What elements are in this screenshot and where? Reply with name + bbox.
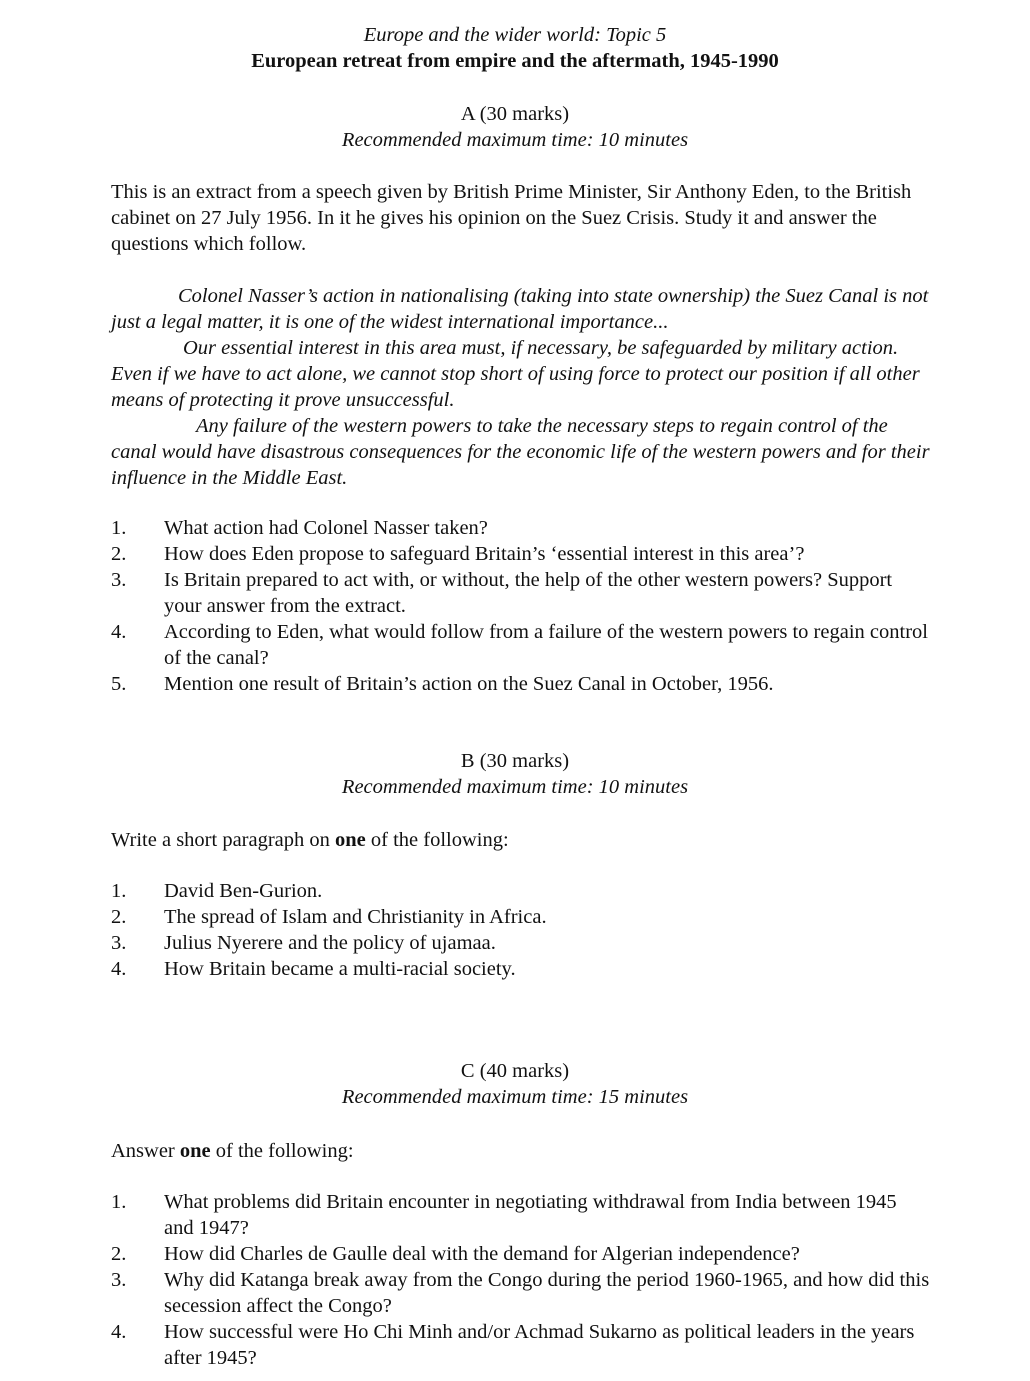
essay-question-item [111, 1267, 931, 1319]
question-number: 2. [111, 1243, 127, 1265]
section-b-items [111, 878, 931, 982]
topic-text: David Ben-Gurion. [164, 880, 323, 902]
question-number: 1. [111, 1191, 127, 1213]
instruction-text: of the following: [210, 1140, 354, 1162]
question-number: 2. [111, 543, 127, 565]
topic-item [111, 904, 931, 930]
extract-paragraph: Any failure of the western powers to take the necessary steps to regain control of the canal would have disastrous consequences for the economic life of the western powers and for their influence in the Middle East. [111, 415, 930, 489]
topic-text: How Britain became a multi-racial society. [164, 958, 516, 980]
question-text: What action had Colonel Nasser taken? [164, 517, 488, 539]
instruction-text: Answer [111, 1140, 180, 1162]
section-c-questions [111, 1189, 931, 1371]
section-a-heading: A (30 marks) [460, 103, 570, 125]
section-a-questions [111, 515, 931, 697]
question-item [111, 619, 931, 671]
topic-number: 2. [111, 906, 127, 928]
section-c-instruction [111, 1138, 931, 1164]
instruction-text: Write a short paragraph on [111, 829, 336, 851]
question-number: 3. [111, 1269, 127, 1291]
question-text: How successful were Ho Chi Minh and/or Achmad Sukarno as political leaders in the years after 1945? [164, 1321, 915, 1369]
question-text: Mention one result of Britain’s action on the Suez Canal in October, 1956. [164, 673, 774, 695]
section-b-instruction [111, 827, 931, 853]
instruction-emphasis: one [335, 829, 366, 851]
question-number: 5. [111, 673, 127, 695]
topic-number: 4. [111, 958, 127, 980]
essay-question-item [111, 1319, 931, 1371]
extract-paragraph: Our essential interest in this area must, if necessary, be safeguarded by military action. Even if we have to act alone, we cannot stop short of using force to protect our position if all other means of protecting it prove unsuccessful. [111, 337, 920, 411]
question-text: Why did Katanga break away from the Congo during the period 1960-1965, and how did this secession affect the Congo? [164, 1269, 930, 1317]
question-item [111, 671, 931, 697]
question-number: 4. [111, 1321, 127, 1343]
question-number: 4. [111, 621, 127, 643]
question-text: According to Eden, what would follow from a failure of the western powers to regain control of the canal? [164, 621, 928, 669]
question-item [111, 541, 931, 567]
section-c-heading: C (40 marks) [460, 1060, 570, 1082]
topic-number: 3. [111, 932, 127, 954]
section-a-time: Recommended maximum time: 10 minutes [341, 129, 689, 151]
topic-number: 1. [111, 880, 127, 902]
topic-item [111, 930, 931, 956]
question-item [111, 567, 931, 619]
topic-item [111, 878, 931, 904]
topic-text: Julius Nyerere and the policy of ujamaa. [164, 932, 496, 954]
topic-text: The spread of Islam and Christianity in Africa. [164, 906, 547, 928]
question-text: How did Charles de Gaulle deal with the demand for Algerian independence? [164, 1243, 800, 1265]
section-b-time: Recommended maximum time: 10 minutes [341, 776, 689, 798]
section-a-intro: This is an extract from a speech given by British Prime Minister, Sir Anthony Eden, to the British cabinet on 27 July 1956. In it he gives his opinion on the Suez Crisis. Study it and answer the questions which follow. [111, 181, 912, 255]
question-item [111, 515, 931, 541]
topic-item [111, 956, 931, 982]
source-extract [111, 283, 931, 491]
instruction-emphasis: one [179, 1140, 211, 1162]
question-text: Is Britain prepared to act with, or without, the help of the other western powers? Support your answer from the extract. [164, 569, 893, 617]
question-number: 1. [111, 517, 127, 539]
question-number: 3. [111, 569, 127, 591]
question-text: How does Eden propose to safeguard Britain’s ‘essential interest in this area’? [164, 543, 805, 565]
section-c-time: Recommended maximum time: 15 minutes [341, 1086, 689, 1108]
question-text: What problems did Britain encounter in negotiating withdrawal from India between 1945 and 1947? [164, 1191, 897, 1239]
essay-question-item [111, 1189, 931, 1241]
extract-paragraph: Colonel Nasser’s action in nationalising (taking into state ownership) the Suez Canal is not just a legal matter, it is one of the widest international importance... [111, 285, 929, 333]
essay-question-item [111, 1241, 931, 1267]
instruction-text: of the following: [365, 829, 509, 851]
page-title: European retreat from empire and the aftermath, 1945-1990 [251, 50, 779, 72]
section-b-heading: B (30 marks) [460, 750, 570, 772]
topic-line: Europe and the wider world: Topic 5 [363, 24, 667, 46]
